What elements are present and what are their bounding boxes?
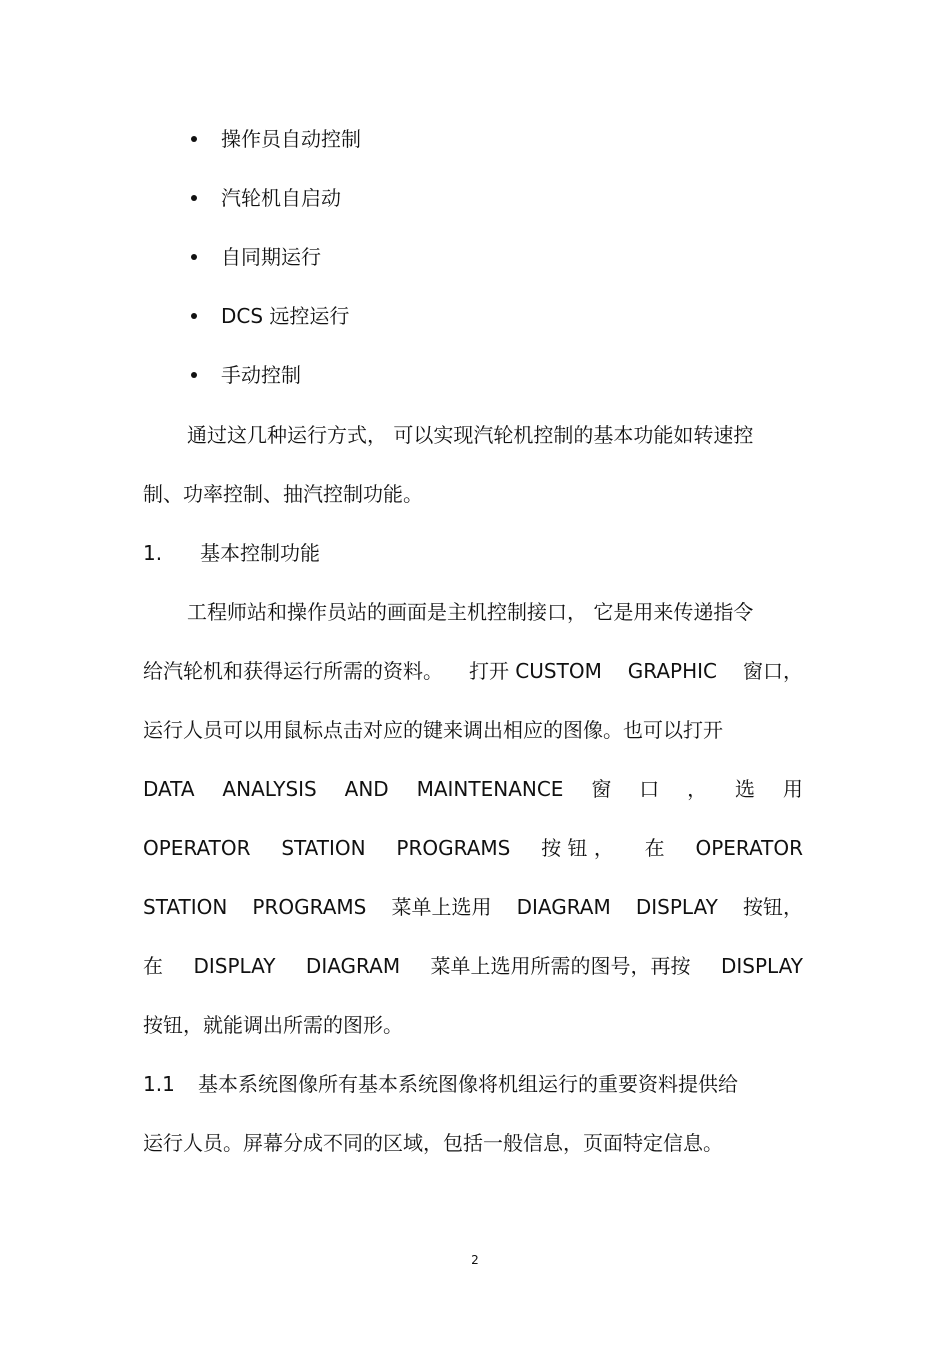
text-segment: ，: [687, 777, 708, 801]
text-segment: DATA: [143, 777, 195, 801]
paragraph-line: 通过这几种运行方式， 可以实现汽轮机控制的基本功能如转速控: [187, 423, 754, 447]
text-segment: OPERATOR: [695, 836, 803, 860]
text-segment: STATION: [143, 895, 228, 919]
section-number: 1.: [143, 541, 163, 565]
text-segment: STATION: [281, 836, 366, 860]
text-segment: ANALYSIS: [222, 777, 317, 801]
text-segment: PROGRAMS: [252, 895, 367, 919]
text-segment: 窗: [591, 777, 612, 801]
paragraph-line: [143, 954, 803, 978]
text-segment: DIAGRAM: [516, 895, 611, 919]
paragraph-line: 按钮，就能调出所需的图形。: [143, 1013, 403, 1037]
text-segment: AND: [344, 777, 389, 801]
text-segment: 菜单上选用所需的图号，再按: [430, 954, 691, 978]
paragraph-line: 基本系统图像所有基本系统图像将机组运行的重要资料提供给: [198, 1072, 738, 1096]
text-segment: 按钮，: [742, 895, 803, 919]
bullet-dot: [191, 136, 197, 142]
text-segment: 在: [143, 954, 163, 978]
text-segment: 窗口，: [742, 659, 803, 683]
page-number: 2: [471, 1253, 479, 1267]
list-item: 手动控制: [221, 363, 301, 387]
text-segment: 口: [639, 777, 660, 801]
text-segment: 用: [782, 777, 803, 801]
list-item: 汽轮机自启动: [221, 186, 341, 210]
bullet-dot: [191, 313, 197, 319]
paragraph-line: 运行人员可以用鼠标点击对应的键来调出相应的图像。也可以打开: [143, 718, 723, 742]
text-segment: MAINTENANCE: [416, 777, 564, 801]
list-item: 操作员自动控制: [221, 127, 361, 151]
text-segment: DISPLAY: [635, 895, 718, 919]
text-segment: DISPLAY: [720, 954, 803, 978]
text-segment: 按 钮 ，: [541, 836, 614, 860]
text-segment: GRAPHIC: [627, 659, 718, 683]
text-segment: 在: [644, 836, 665, 860]
paragraph-line: [143, 895, 803, 919]
list-item: 自同期运行: [221, 245, 321, 269]
paragraph-line: 运行人员。屏幕分成不同的区域，包括一般信息，页面特定信息。: [143, 1131, 723, 1155]
bullet-dot: [191, 372, 197, 378]
bullet-dot: [191, 254, 197, 260]
text-segment: DIAGRAM: [305, 954, 401, 978]
paragraph-line: 工程师站和操作员站的画面是主机控制接口， 它是用来传递指令: [187, 600, 754, 624]
text-segment: 菜单上选用: [391, 895, 492, 919]
section-title: 基本控制功能: [200, 541, 320, 565]
paragraph-line: [143, 836, 803, 860]
text-segment: 打开 CUSTOM: [468, 659, 602, 683]
text-segment: 选: [735, 777, 755, 801]
text-segment: DISPLAY: [193, 954, 276, 978]
section-number: 1.1: [143, 1072, 175, 1096]
paragraph-line: [143, 659, 803, 683]
text-segment: OPERATOR: [143, 836, 251, 860]
text-segment: 给汽轮机和获得运行所需的资料。: [143, 659, 443, 683]
text-segment: PROGRAMS: [396, 836, 511, 860]
bullet-dot: [191, 195, 197, 201]
paragraph-line: 制、功率控制、抽汽控制功能。: [143, 482, 423, 506]
list-item: DCS 远控运行: [221, 304, 350, 328]
paragraph-line: [143, 777, 803, 801]
